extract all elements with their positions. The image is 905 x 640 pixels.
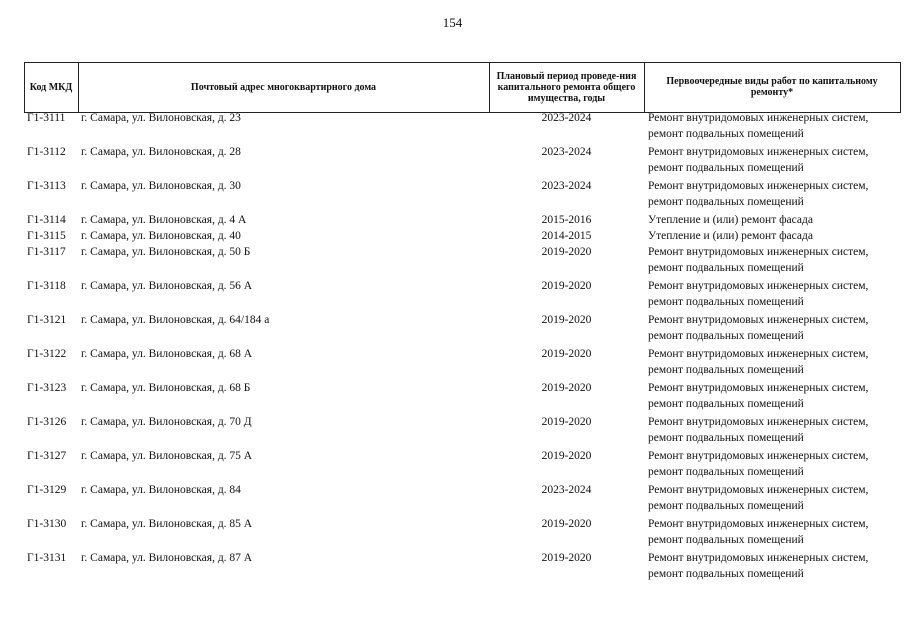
header-address: Почтовый адрес многоквартирного дома	[190, 81, 377, 93]
repair-period: 2019-2020	[541, 382, 592, 394]
repair-works: Ремонт внутридомовых инженерных систем, ремонт подвальных помещений	[648, 280, 869, 308]
mkd-address: г. Самара, ул. Вилоновская, д. 84	[81, 484, 241, 496]
repair-period: 2023-2024	[541, 180, 592, 192]
header-works: Первоочередные виды работ по капитальному ремонту*	[666, 76, 878, 98]
mkd-address: г. Самара, ул. Вилоновская, д. 70 Д	[81, 416, 252, 428]
mkd-code: Г1-3127	[27, 450, 67, 462]
mkd-code: Г1-3129	[27, 484, 67, 496]
mkd-address: г. Самара, ул. Вилоновская, д. 4 А	[81, 214, 247, 226]
mkd-code: Г1-3131	[27, 552, 67, 564]
repair-period: 2014-2015	[541, 230, 592, 242]
repair-works: Ремонт внутридомовых инженерных систем, ремонт подвальных помещений	[648, 484, 869, 512]
mkd-code: Г1-3117	[27, 246, 66, 258]
mkd-code: Г1-3130	[27, 518, 67, 530]
repair-period: 2019-2020	[541, 348, 592, 360]
repair-works: Ремонт внутридомовых инженерных систем, ремонт подвальных помещений	[648, 552, 869, 580]
repair-works: Ремонт внутридомовых инженерных систем, ремонт подвальных помещений	[648, 416, 869, 444]
mkd-address: г. Самара, ул. Вилоновская, д. 85 А	[81, 518, 253, 530]
mkd-address: г. Самара, ул. Вилоновская, д. 50 Б	[81, 246, 251, 258]
repair-works: Ремонт внутридомовых инженерных систем, ремонт подвальных помещений	[648, 146, 869, 174]
mkd-code: Г1-3114	[27, 214, 66, 226]
mkd-code: Г1-3121	[27, 314, 67, 326]
mkd-address: г. Самара, ул. Вилоновская, д. 64/184 а	[81, 314, 270, 326]
repair-period: 2023-2024	[541, 484, 592, 496]
mkd-address: г. Самара, ул. Вилоновская, д. 75 А	[81, 450, 253, 462]
repair-works: Утепление и (или) ремонт фасада	[648, 214, 813, 226]
repair-works: Ремонт внутридомовых инженерных систем, ремонт подвальных помещений	[648, 314, 869, 342]
mkd-address: г. Самара, ул. Вилоновская, д. 87 А	[81, 552, 253, 564]
header-code: Код МКД	[29, 81, 73, 93]
mkd-code: Г1-3122	[27, 348, 67, 360]
repair-works: Ремонт внутридомовых инженерных систем, ремонт подвальных помещений	[648, 450, 869, 478]
repair-period: 2023-2024	[541, 112, 592, 124]
repair-works: Ремонт внутридомовых инженерных систем, ремонт подвальных помещений	[648, 246, 869, 274]
repair-period: 2015-2016	[541, 214, 592, 226]
repair-works: Ремонт внутридомовых инженерных систем, ремонт подвальных помещений	[648, 112, 869, 140]
column-divider	[900, 62, 901, 112]
mkd-address: г. Самара, ул. Вилоновская, д. 28	[81, 146, 241, 158]
mkd-address: г. Самара, ул. Вилоновская, д. 68 А	[81, 348, 253, 360]
header-period: Плановый период проведе-ния капитального ремонта общего имущества, годы	[496, 70, 637, 104]
page-number: 154	[442, 15, 463, 30]
repair-period: 2023-2024	[541, 146, 592, 158]
mkd-code: Г1-3112	[27, 146, 66, 158]
repair-period: 2019-2020	[541, 416, 592, 428]
repair-works: Ремонт внутридомовых инженерных систем, ремонт подвальных помещений	[648, 348, 869, 376]
mkd-code: Г1-3115	[27, 230, 66, 242]
repair-period: 2019-2020	[541, 552, 592, 564]
mkd-address: г. Самара, ул. Вилоновская, д. 68 Б	[81, 382, 251, 394]
repair-works: Ремонт внутридомовых инженерных систем, ремонт подвальных помещений	[648, 180, 869, 208]
repair-period: 2019-2020	[541, 518, 592, 530]
repair-period: 2019-2020	[541, 246, 592, 258]
repair-period: 2019-2020	[541, 314, 592, 326]
repair-works: Утепление и (или) ремонт фасада	[648, 230, 813, 242]
repair-works: Ремонт внутридомовых инженерных систем, ремонт подвальных помещений	[648, 518, 869, 546]
mkd-address: г. Самара, ул. Вилоновская, д. 23	[81, 112, 241, 124]
mkd-code: Г1-3113	[27, 180, 66, 192]
mkd-address: г. Самара, ул. Вилоновская, д. 56 А	[81, 280, 253, 292]
data-table	[24, 62, 901, 582]
repair-period: 2019-2020	[541, 280, 592, 292]
mkd-address: г. Самара, ул. Вилоновская, д. 30	[81, 180, 241, 192]
mkd-code: Г1-3126	[27, 416, 67, 428]
repair-works: Ремонт внутридомовых инженерных систем, ремонт подвальных помещений	[648, 382, 869, 410]
mkd-code: Г1-3123	[27, 382, 67, 394]
repair-period: 2019-2020	[541, 450, 592, 462]
mkd-code: Г1-3111	[27, 112, 66, 124]
mkd-code: Г1-3118	[27, 280, 66, 292]
mkd-address: г. Самара, ул. Вилоновская, д. 40	[81, 230, 241, 242]
